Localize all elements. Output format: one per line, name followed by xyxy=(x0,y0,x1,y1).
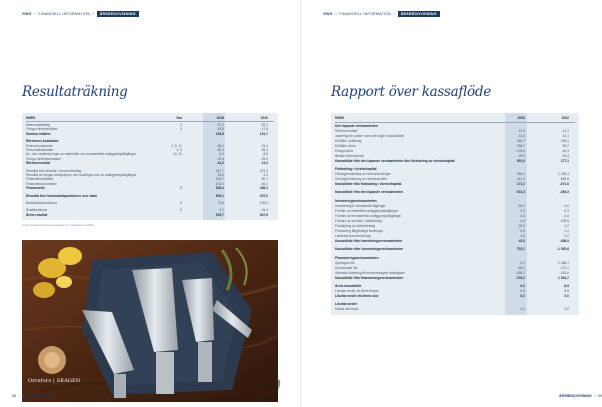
row-label: Kassaflöde från förändring i rörelsekapital xyxy=(335,181,402,186)
row-label: Ökning/minskning av rörelseskulder xyxy=(335,176,388,181)
row-value-current: 42,5 xyxy=(518,238,525,243)
row-value-current: 0,0 xyxy=(520,293,525,298)
header-year-current: 2023 xyxy=(517,116,525,120)
table-footnote: Årets totalresultat överensstämmer med årets resultat. xyxy=(22,223,95,228)
row-value-current: -14,3 xyxy=(517,128,525,133)
row-label: Kassaflöde från finansieringsverksamheten xyxy=(335,275,404,280)
table-row xyxy=(22,161,278,166)
row-label: Investeringsverksamheten xyxy=(335,198,377,203)
row-value-current: -176,6 xyxy=(515,148,525,153)
row-label: Årets resultat xyxy=(26,212,48,217)
row-value-previous: -24,4 xyxy=(260,208,268,213)
row-value-current: 3,1 xyxy=(219,208,224,213)
page-title: Resultaträkning xyxy=(22,84,128,100)
header-brand: GWG xyxy=(323,12,333,16)
row-value-previous: 337,6 xyxy=(259,212,268,217)
row-value-previous: -11,2 xyxy=(561,128,569,133)
row-label: Externa kostnader xyxy=(26,143,53,148)
header-divider xyxy=(26,121,274,122)
row-value-previous: 659,6 xyxy=(560,176,569,181)
header-note: Not xyxy=(176,116,182,120)
row-value-current: 0,0 xyxy=(520,288,525,293)
row-value-previous: 248,1 xyxy=(259,186,268,191)
row-label: Erhållen utdelning xyxy=(335,138,362,143)
row-value-previous: 1 385,4 xyxy=(558,260,569,265)
row-label: Utbetald utdelning till moderbolagets aktieägare xyxy=(335,270,405,275)
header-brand: GWG xyxy=(22,12,32,16)
row-value-previous: -0,5 xyxy=(563,213,569,218)
header-year-current: 2019 xyxy=(216,116,224,120)
row-label: Finansiella intäkter xyxy=(26,177,54,182)
footer-label: ÅRSREDOVISNING xyxy=(559,394,592,398)
row-value-previous: -11,2 xyxy=(260,161,268,166)
row-value-previous: -25,6 xyxy=(260,156,268,161)
row-value-current: -23,4 xyxy=(216,156,224,161)
row-label: Resultat av övriga värdepapper och fordringar som är anläggningstillgångar xyxy=(26,172,137,177)
row-value-current: 44,8 xyxy=(217,127,224,132)
row-value-current: 256,7 xyxy=(516,143,525,148)
row-value-current: -95,1 xyxy=(216,143,224,148)
row-label: Ökning/minskning av rörelsefordringar xyxy=(335,171,391,176)
row-label: Erlagd ränta xyxy=(335,148,353,153)
row-value-current: 73,6 xyxy=(217,200,224,205)
row-label: Nettoomsättning xyxy=(26,122,51,127)
table-row xyxy=(331,239,579,244)
row-value-previous: 277,1 xyxy=(560,158,569,163)
row-value-current: 447,7 xyxy=(215,168,224,173)
footer-page-number: 59 xyxy=(597,394,602,398)
table-row xyxy=(22,186,278,191)
row-value-current: 509,1 xyxy=(215,193,224,198)
row-label: Likvida medel vid årets slut xyxy=(335,293,379,298)
row-value-current: -0,6 xyxy=(519,213,525,218)
row-value-previous: 47,6 xyxy=(261,127,268,132)
row-value-previous: 237,0 xyxy=(259,193,268,198)
row-value-previous: 141,7 xyxy=(259,131,268,136)
row-label: Förvärv av materiella anläggningstillgångar xyxy=(335,208,398,213)
row-value-current: 13,8 xyxy=(518,133,525,138)
row-value-current: 0,8 xyxy=(520,228,525,233)
row-value-previous: -8,5 xyxy=(563,283,569,288)
row-value-current: 519,7 xyxy=(215,212,224,217)
row-value-current: -29,6 xyxy=(517,153,525,158)
row-label: Likvida medel xyxy=(335,302,357,307)
row-note: 10, 11 xyxy=(173,152,182,157)
row-label: Skattekostnad xyxy=(26,208,47,213)
table-row xyxy=(22,132,278,137)
row-value-previous: 1,1 xyxy=(564,228,569,233)
row-value-current: 501,0 xyxy=(516,158,525,163)
row-label: Amorterade lån xyxy=(335,265,358,270)
row-label: Förändring i rörelsekapital xyxy=(335,166,377,171)
header-badge: ÅRSREDOVISNING xyxy=(398,11,440,17)
row-label: Rörelseresultat xyxy=(335,128,358,133)
row-label: Övriga rörelseintäkter xyxy=(26,127,58,132)
table-row xyxy=(331,294,579,299)
row-value-previous: -281,6 xyxy=(559,270,569,275)
header-section: FINANSIELL INFORMATION xyxy=(38,12,91,16)
row-value-current: -111,3 xyxy=(516,176,525,181)
row-note: 3 xyxy=(180,122,182,127)
row-label: Den löpande verksamheten xyxy=(335,123,378,128)
row-value-current: 672,3 xyxy=(516,190,525,195)
row-value-previous: -0,6 xyxy=(563,203,569,208)
row-value-previous: 92,1 xyxy=(261,122,268,127)
row-label: Årets kassaflöde xyxy=(335,283,362,288)
row-value-current: 0,0 xyxy=(520,283,525,288)
row-value-current: -0,3 xyxy=(519,208,525,213)
row-label: Resultat från andelar i koncernföretag xyxy=(26,168,82,173)
row-note: 8 xyxy=(180,200,182,205)
table-row xyxy=(22,201,278,206)
income-statement-table xyxy=(22,113,278,220)
table-row xyxy=(331,307,579,312)
row-value-current: 171,3 xyxy=(516,181,525,186)
header-divider xyxy=(335,122,575,123)
row-label: Erhållen ränta xyxy=(335,143,356,148)
product-photo xyxy=(22,240,278,402)
row-value-previous: 0,0 xyxy=(564,233,569,238)
row-label: Summa intäkter xyxy=(26,131,51,136)
header-label: MSEK xyxy=(335,116,345,120)
row-value-current: -0,8 xyxy=(519,218,525,223)
row-label: Resultat före bokslutsdispositioner och skatt xyxy=(26,193,97,198)
page-footer: 58 // ÅRSREDOVISNING xyxy=(12,394,55,398)
header-year-previous: 2022 xyxy=(260,116,268,120)
row-value-current: 16,6 xyxy=(217,172,224,177)
row-label: Av- och nedskrivningar av materiella och immateriella anläggningstillgångar xyxy=(26,152,137,157)
row-value-previous: 247,5 xyxy=(259,168,268,173)
row-label: Bokslutsdispositioner xyxy=(26,200,57,205)
page-header: GWG // FINANSIELL INFORMATION // ÅRSREDOVISNING xyxy=(323,11,440,17)
row-note: 9 xyxy=(180,208,182,213)
table-row xyxy=(331,159,579,164)
page-header: GWG // FINANSIELL INFORMATION // ÅRSREDOVISNING xyxy=(22,11,139,17)
row-label: Betald inkomstskatt xyxy=(335,153,364,158)
row-label: Förvärv av immateriella anläggningstillgångar xyxy=(335,213,402,218)
row-note: 7 xyxy=(180,186,182,191)
row-value-previous: -75,4 xyxy=(260,143,268,148)
row-value-previous: -671,6 xyxy=(559,181,569,186)
footer-page-number: 58 xyxy=(12,394,16,398)
row-value-current: -14,2 xyxy=(216,161,224,166)
row-value-current: -51,3 xyxy=(216,147,224,152)
row-value-previous: 125,0 xyxy=(259,200,268,205)
row-value-current: 4,8 xyxy=(520,233,525,238)
table-header-row xyxy=(22,116,278,121)
row-note: 2, 6, 11 xyxy=(171,143,182,148)
row-value-previous: -8,5 xyxy=(262,152,268,157)
row-value-current: -131,0 xyxy=(214,181,224,186)
row-label: Kassaflöde efter investeringsverksamheten xyxy=(335,247,404,252)
row-label: Kassaflöde från den löpande verksamheten xyxy=(335,190,404,195)
row-value-previous: 0,0 xyxy=(564,223,569,228)
row-label: Lämnade koncernbidrag xyxy=(335,233,371,238)
row-note: 3 xyxy=(180,127,182,132)
row-value-current: 95,3 xyxy=(518,223,525,228)
row-value-previous: 60,7 xyxy=(261,177,268,182)
row-label: Förvärv av andelar i dotterbolag xyxy=(335,218,382,223)
cash-flow-table xyxy=(331,113,579,315)
row-value-previous: -16,4 xyxy=(561,153,569,158)
table-row xyxy=(331,182,579,187)
table-row xyxy=(22,213,278,218)
row-value-current: 0,0 xyxy=(520,307,525,312)
row-value-current: 715,1 xyxy=(516,247,525,252)
row-value-previous: -101,1 xyxy=(559,265,569,270)
row-value-previous: 55,7 xyxy=(562,143,569,148)
page-title: Rapport över kassaflöde xyxy=(331,84,491,100)
row-value-current: 453,7 xyxy=(516,138,525,143)
row-value-previous: -55,2 xyxy=(260,181,268,186)
row-value-previous: 4,3 xyxy=(263,172,268,177)
row-value-previous: -409,5 xyxy=(559,218,569,223)
row-label: Likvida medel vid årets början xyxy=(335,288,379,293)
row-value-current: 523,4 xyxy=(215,186,224,191)
footer-label: ÅRSREDOVISNING xyxy=(22,394,55,398)
row-label: Kassaflöde från investeringsverksamheten xyxy=(335,238,403,243)
row-value-current: 282,6 xyxy=(516,171,525,176)
row-label: Rörelseresultat xyxy=(26,161,51,166)
table-row xyxy=(331,190,579,195)
row-label: Förändring långfristiga fordringar xyxy=(335,228,383,233)
row-value-current: -635,2 xyxy=(515,270,525,275)
row-value-current: -3,3 xyxy=(218,152,224,157)
row-value-previous: -408,9 xyxy=(559,238,569,243)
left-page xyxy=(0,0,300,407)
row-value-previous: 8,5 xyxy=(564,288,569,293)
row-label: Kassa och bank xyxy=(335,307,359,312)
header-badge: ÅRSREDOVISNING xyxy=(97,11,139,17)
row-value-previous: -0,2 xyxy=(563,208,569,213)
row-label: Upptagna lån xyxy=(335,260,355,265)
right-page xyxy=(300,0,600,407)
row-label: Kassaflöde från den löpande verksamheten före förändring av rörelsekapital xyxy=(335,158,455,163)
row-label: Övriga rörelsekostnader xyxy=(26,156,62,161)
row-label: Justering för poster som inte ingår i kassaflödet xyxy=(335,133,405,138)
row-value-previous: 1 004,7 xyxy=(558,275,569,280)
table-row xyxy=(331,247,579,252)
row-value-current: -80,0 xyxy=(517,265,525,270)
row-value-previous: -394,5 xyxy=(559,190,569,195)
row-label: Investeringar i finansiella tillgångar xyxy=(335,203,386,208)
row-value-current: -56,9 xyxy=(517,203,525,208)
row-value-previous: 0,0 xyxy=(564,307,569,312)
row-label: Försäljning av dotterföretag xyxy=(335,223,376,228)
row-value-current: -715,2 xyxy=(515,275,525,280)
row-value-current: 224,7 xyxy=(215,177,224,182)
row-value-previous: 42,1 xyxy=(562,133,569,138)
header-year-previous: 2022 xyxy=(561,116,569,120)
row-value-previous: -1 020,6 xyxy=(556,247,569,252)
row-label: Finansieringsverksamheten xyxy=(335,255,379,260)
page-footer: ÅRSREDOVISNING // 59 xyxy=(559,394,602,398)
row-value-previous: -44,3 xyxy=(561,148,569,153)
row-label: Personalkostnader xyxy=(26,147,54,152)
header-section: FINANSIELL INFORMATION xyxy=(339,12,392,16)
row-label: Rörelsens kostnader xyxy=(26,139,59,144)
row-value-previous: -1 283,3 xyxy=(556,171,569,176)
table-row xyxy=(331,276,579,281)
row-value-previous: 0,0 xyxy=(564,293,569,298)
table-header-row xyxy=(331,116,579,121)
row-note: 4, 5 xyxy=(176,147,182,152)
row-value-current: 0,0 xyxy=(520,260,525,265)
table-row xyxy=(22,194,278,199)
row-value-current: 149,8 xyxy=(215,131,224,136)
photo-brand-text: Orrefors | SKAGEN xyxy=(28,378,81,384)
row-label: Finansnetto xyxy=(26,186,45,191)
row-value-current: 97,3 xyxy=(217,122,224,127)
row-label: Finansiella kostnader xyxy=(26,181,58,186)
header-label: MSEK xyxy=(26,116,36,120)
row-value-previous: 230,2 xyxy=(560,138,569,143)
row-value-previous: -49,3 xyxy=(260,147,268,152)
